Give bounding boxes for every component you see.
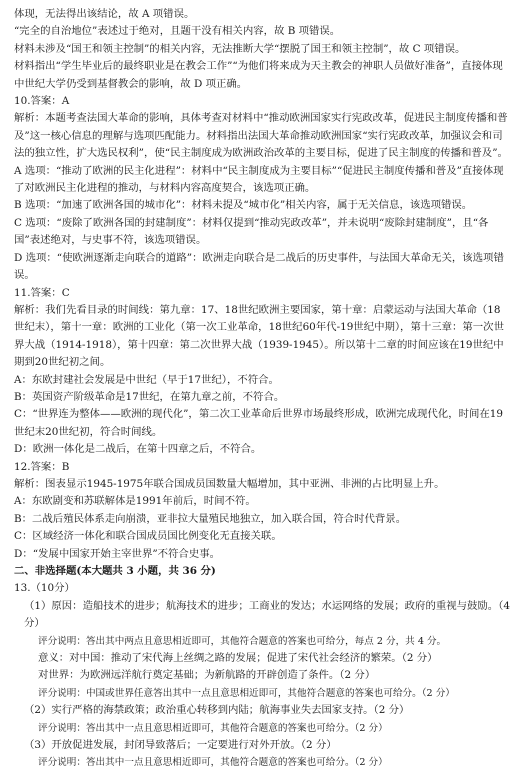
text-line: B 选项：“加速了欧洲各国的城市化”：材料未提及“城市化”相关内容，属于无关信息，该选项错误。 <box>14 199 473 212</box>
text-line: A：东欧封建社会发展是中世纪（早于17世纪），不符合。 <box>14 373 279 386</box>
text-line: D 选项：“使欧洲逐渐走向联合的道路”：欧洲走向联合是二战后的历史事件，与法国大革命无关，该选项错误。 <box>14 251 504 282</box>
text-line: 材料指出“学生毕业后的最终职业是在教会工作”“为他们将来成为天主教会的神职人员做好准备”，直接体现中世纪大学仍受到基督教会的影响，故 D 项正确。 <box>14 60 503 90</box>
section-heading: 二、非选择题(本大题共 3 小题，共 36 分) <box>14 565 216 577</box>
scoring-note: 评分说明：答出其中两点且意思相近即可，其他符合题意的答案也可给分，每点 2 分，共 4 分。 <box>38 635 447 647</box>
answer-heading: 10.答案：A <box>14 95 70 108</box>
text-line: B：二战后殖民体系走向崩溃，亚非拉大量殖民地独立，加入联合国，符合时代背景。 <box>14 512 407 525</box>
text-line: D：欧洲一体化是二战后，在第十四章之后，不符合。 <box>14 443 262 456</box>
text-line: （2）实行严格的海禁政策；政治重心转移到内陆；航海事业失去国家支持。（2 分） <box>24 704 410 717</box>
text-line: A：东欧剧变和苏联解体是1991年前后，时间不符。 <box>14 495 256 508</box>
text-line: A 选项：“推动了欧洲的民主化进程”：材料中“民主制度成为主要目标”“促进民主制度传播和普及”直接体现了对欧洲民主化进程的推动，与材料内容高度契合，该选项正确。 <box>14 164 504 195</box>
text-line: 解析：我们先看目录的时间线：第九章：17、18世纪欧洲主要国家，第十章：启蒙运动与法国大革命（18世纪末），第十一章：欧洲的工业化（第一次工业革命，18世纪60年代-19世纪中期），第十三章：第一次世界大战（1914-1918），第十四章：第二次世界大战（1939-1945）。所以第十二章的时间应该在19世纪中期到20世纪初之间。 <box>14 303 504 369</box>
text-line: “完全的自治地位”表述过于绝对，且题干没有相关内容，故 B 项错误。 <box>14 25 341 38</box>
text-line: 对世界：为欧洲远洋航行奠定基础；为新航路的开辟创造了条件。（2 分） <box>38 669 376 682</box>
text-line: C：区域经济一体化和联合国成员国比例变化无直接关联。 <box>14 530 282 543</box>
text-line: C 选项：“废除了欧洲各国的封建制度”：材料仅提到“推动宪政改革”，并未说明“废除封建制度”，且“各国”表述绝对，与史事不符，该选项错误。 <box>14 216 489 247</box>
text-line: （1）原因：造船技术的进步；航海技术的进步；工商业的发达；水运网络的发展；政府的重视与鼓励。（4分） <box>24 599 510 630</box>
answer-heading: 12.答案：B <box>14 460 70 473</box>
question-heading: 13.（10分） <box>14 582 75 595</box>
answer-heading: 11.答案：C <box>14 286 70 299</box>
text-line: 意义：对中国：推动了宋代海上丝绸之路的发展；促进了宋代社会经济的繁荣。（2 分） <box>38 652 438 665</box>
scoring-note: 评分说明：答出其中一点且意思相近即可，其他符合题意的答案也可给分。（2 分） <box>38 722 388 734</box>
scoring-note: 评分说明：中国或世界任意答出其中一点且意思相近即可，其他符合题意的答案也可给分。（2 分） <box>38 687 455 699</box>
text-line: C：“世界连为整体——欧洲的现代化”，第二次工业革命后世界市场最终形成，欧洲完成现代化，时间在19世纪末20世纪初，符合时间线。 <box>14 408 503 438</box>
text-line: D：“发展中国家开始主宰世界”不符合史事。 <box>14 547 220 560</box>
text-line: 体现，无法得出该结论，故 A 项错误。 <box>14 8 195 20</box>
text-line: 解析：图表显示1945-1975年联合国成员国数量大幅增加，其中亚洲、非洲的占比明显上升。 <box>14 477 445 490</box>
text-line: 材料未涉及“国王和领主控制”的相关内容，无法推断大学“摆脱了国王和领主控制”，故 C 项错误。 <box>14 42 466 55</box>
text-line: B：英国资产阶级革命是17世纪，在第九章之前，不符合。 <box>14 390 285 403</box>
text-line: （3）开放促进发展，封闭导致落后；一定要进行对外开放。（2 分） <box>24 739 337 752</box>
text-line: 解析：本题考查法国大革命的影响，具体考查对材料中“推动欧洲国家实行宪政改革，促进民主制度传播和普及”这一核心信息的理解与选项匹配能力。材料指出法国大革命推动欧洲国家“实行宪政改革，加强议会和司法的独立性，扩大选民权利”，使“民主制度成为欧洲政治改革的主要目标，促进了民主制度的传播和普及”。 <box>14 112 508 160</box>
scoring-note: 评分说明：答出其中一点且意思相近即可，其他符合题意的答案也可给分。（2 分） <box>38 757 388 769</box>
